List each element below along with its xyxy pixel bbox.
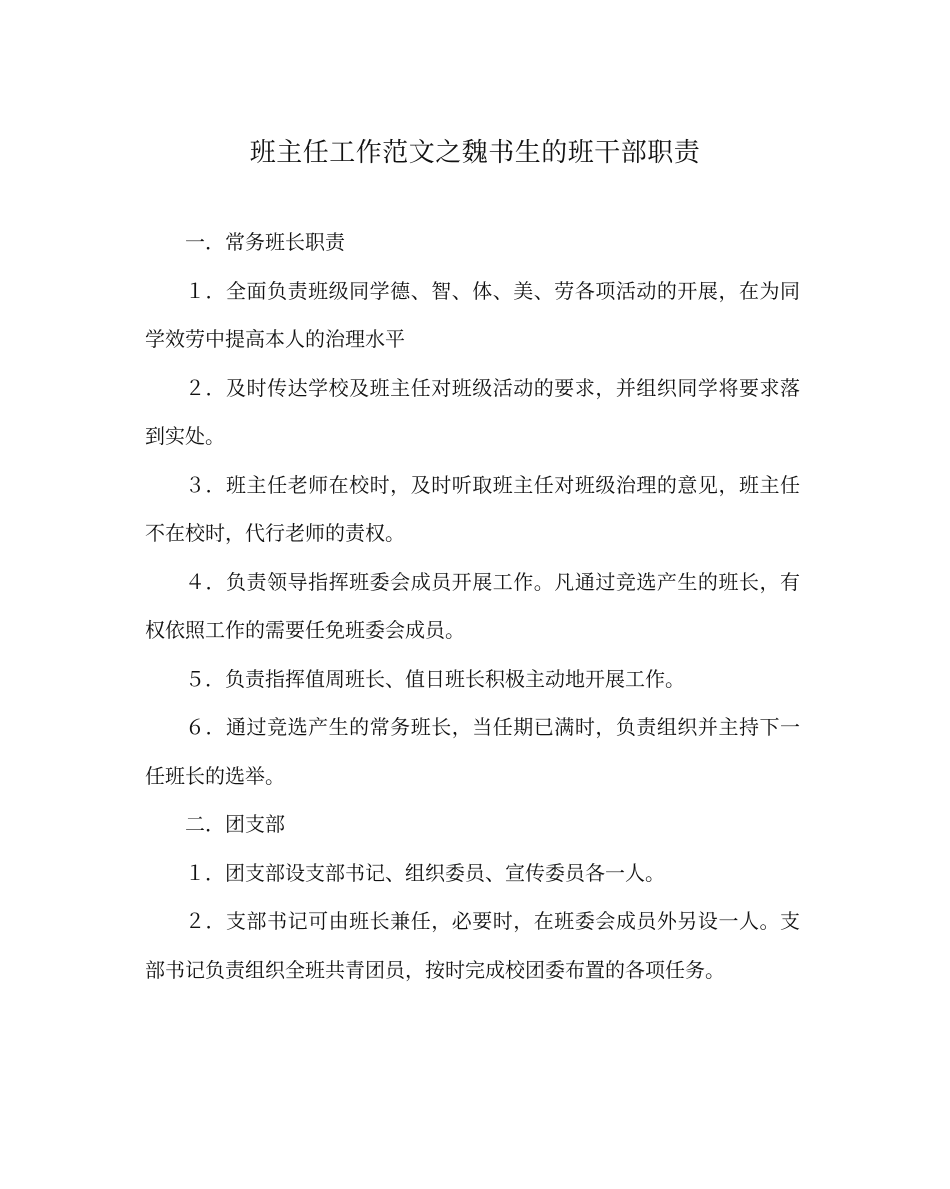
- paragraph: １．全面负责班级同学德、智、体、美、劳各项活动的开展，在为同学效劳中提高本人的治理水平: [145, 278, 800, 351]
- section-heading: 二．团支部: [185, 812, 285, 836]
- document-body: [145, 218, 800, 994]
- paragraph: ２．及时传达学校及班主任对班级活动的要求，并组织同学将要求落到实处。: [145, 375, 800, 448]
- paragraph: ２．支部书记可由班长兼任，必要时，在班委会成员外另设一人。支部书记负责组织全班共青团员，按时完成校团委布置的各项任务。: [145, 909, 800, 982]
- section-heading: 一．常务班长职责: [185, 230, 345, 254]
- document-title: 班主任工作范文之魏书生的班干部职责: [249, 138, 701, 168]
- paragraph: ３．班主任老师在校时，及时听取班主任对班级治理的意见，班主任不在校时，代行老师的责权。: [145, 472, 800, 545]
- paragraph: ４．负责领导指挥班委会成员开展工作。凡通过竞选产生的班长，有权依照工作的需要任免班委会成员。: [145, 569, 800, 642]
- paragraph: １．团支部设支部书记、组织委员、宣传委员各一人。: [185, 860, 665, 885]
- paragraph: ５．负责指挥值周班长、值日班长积极主动地开展工作。: [185, 666, 685, 691]
- paragraph: ６．通过竞选产生的常务班长，当任期已满时，负责组织并主持下一任班长的选举。: [145, 715, 800, 788]
